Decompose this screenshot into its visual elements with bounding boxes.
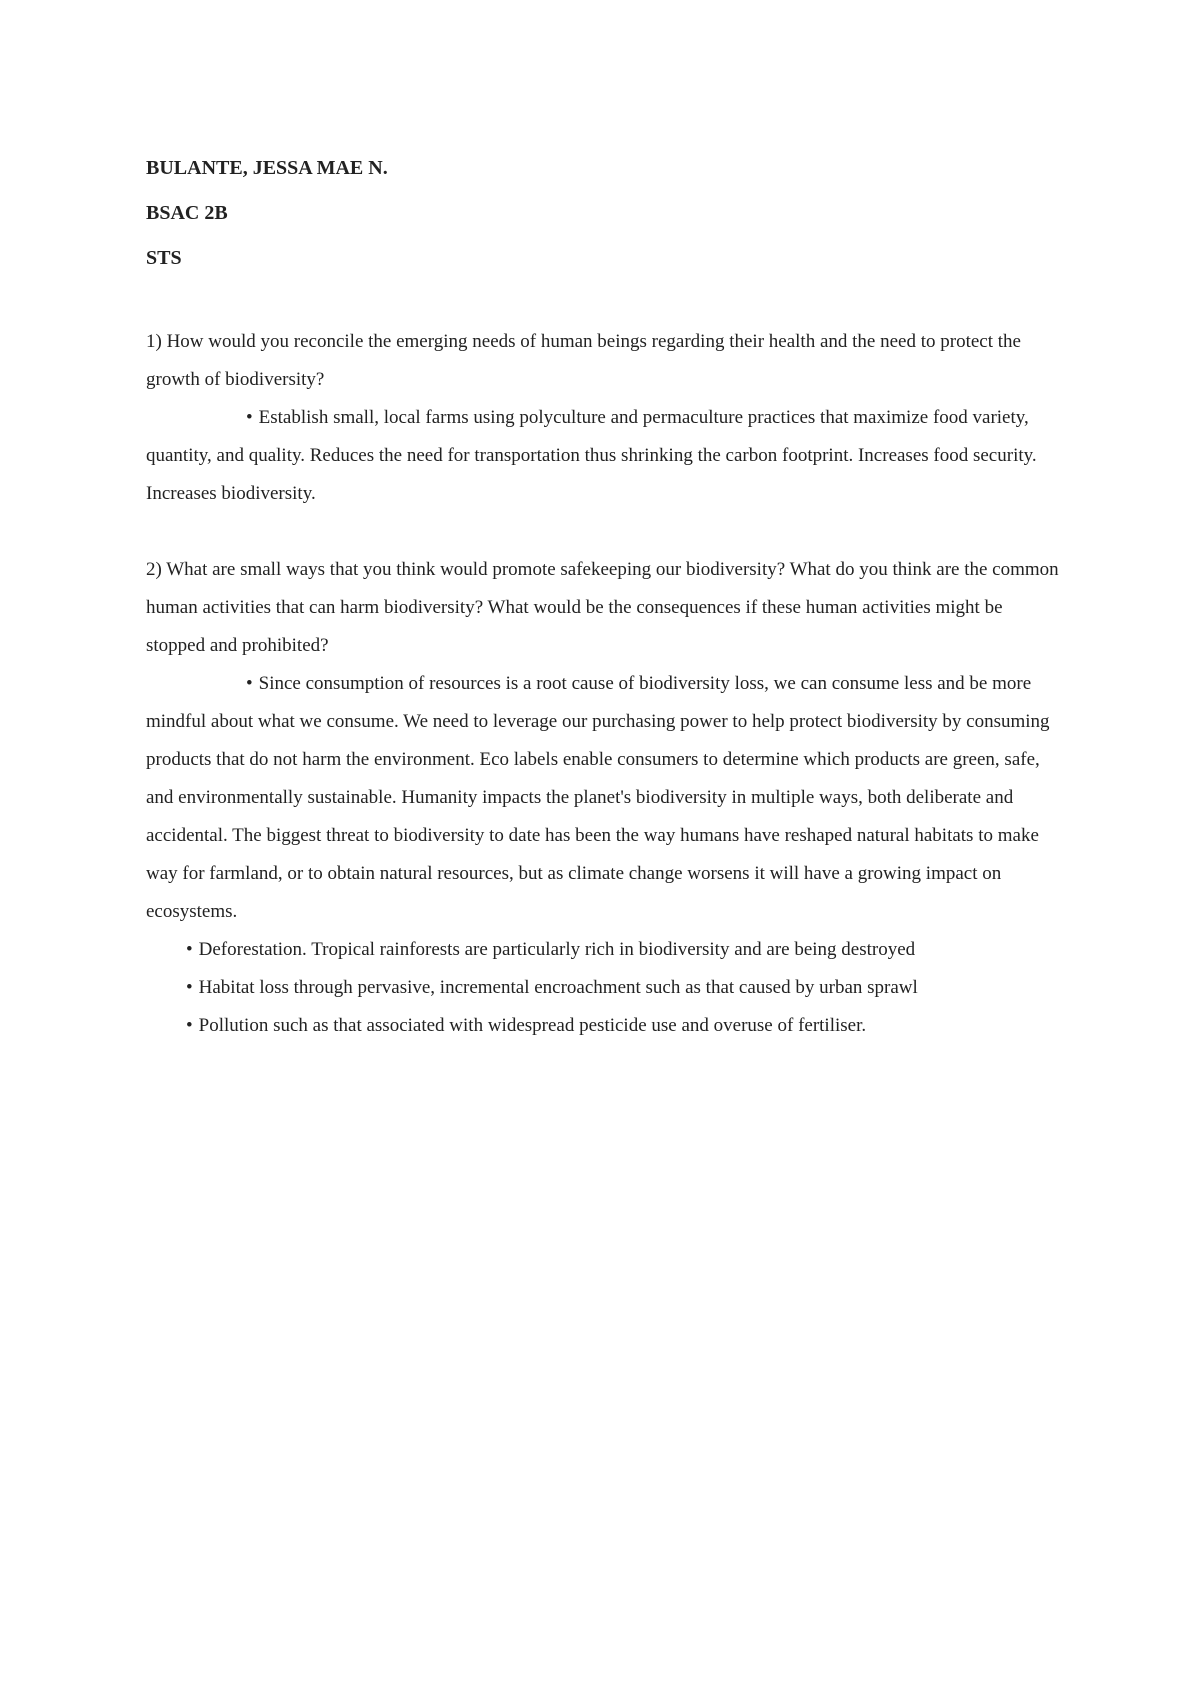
bullet-icon: • xyxy=(186,977,193,998)
question-2: 2) What are small ways that you think would promote safekeeping our biodiversity? What do you think are the common human activities that can harm biodiversity? What would be the consequences if these human activities might be stopped and prohibited? xyxy=(146,559,1059,656)
list-item xyxy=(146,1007,1066,1045)
bullet-icon: • xyxy=(246,673,253,694)
answer-2-text: Since consumption of resources is a root cause of biodiversity loss, we can consume less and be more mindful about what we consume. We need to leverage our purchasing power to help protect biodiversity by consuming products that do not harm the environment. Eco labels enable consumers to determine which products are green, safe, and environmentally sustainable. Humanity impacts the planet's biodiversity in multiple ways, both deliberate and accidental. The biggest threat to biodiversity to date has been the way humans have reshaped natural habitats to make way for farmland, or to obtain natural resources, but as climate change worsens it will have a growing impact on ecosystems. xyxy=(146,673,1050,922)
document-content xyxy=(146,146,1066,1045)
threats-list xyxy=(146,931,1066,1045)
subject-title: STS xyxy=(146,247,182,269)
student-name: BULANTE, JESSA MAE N. xyxy=(146,157,388,179)
answer-1 xyxy=(146,399,1066,513)
list-item-text: Habitat loss through pervasive, incremental encroachment such as that caused by urban sprawl xyxy=(198,977,918,998)
student-section: BSAC 2B xyxy=(146,202,228,224)
list-item xyxy=(146,931,1066,969)
spacer xyxy=(146,513,1066,551)
bullet-icon: • xyxy=(186,939,193,960)
question-1: 1) How would you reconcile the emerging needs of human beings regarding their health and the need to protect the growth of biodiversity? xyxy=(146,331,1021,390)
list-item-text: Pollution such as that associated with widespread pesticide use and overuse of fertiliser. xyxy=(198,1015,867,1036)
spacer xyxy=(146,281,1066,323)
list-item xyxy=(146,969,1066,1007)
bullet-icon: • xyxy=(186,1015,193,1036)
bullet-icon: • xyxy=(246,407,253,428)
list-item-text: Deforestation. Tropical rainforests are particularly rich in biodiversity and are being destroyed xyxy=(198,939,916,960)
answer-1-text: Establish small, local farms using polyculture and permaculture practices that maximize food variety, quantity, and quality. Reduces the need for transportation thus shrinking the carbon footprint. Increases food security. Increases biodiversity. xyxy=(146,407,1037,504)
answer-2 xyxy=(146,665,1066,931)
